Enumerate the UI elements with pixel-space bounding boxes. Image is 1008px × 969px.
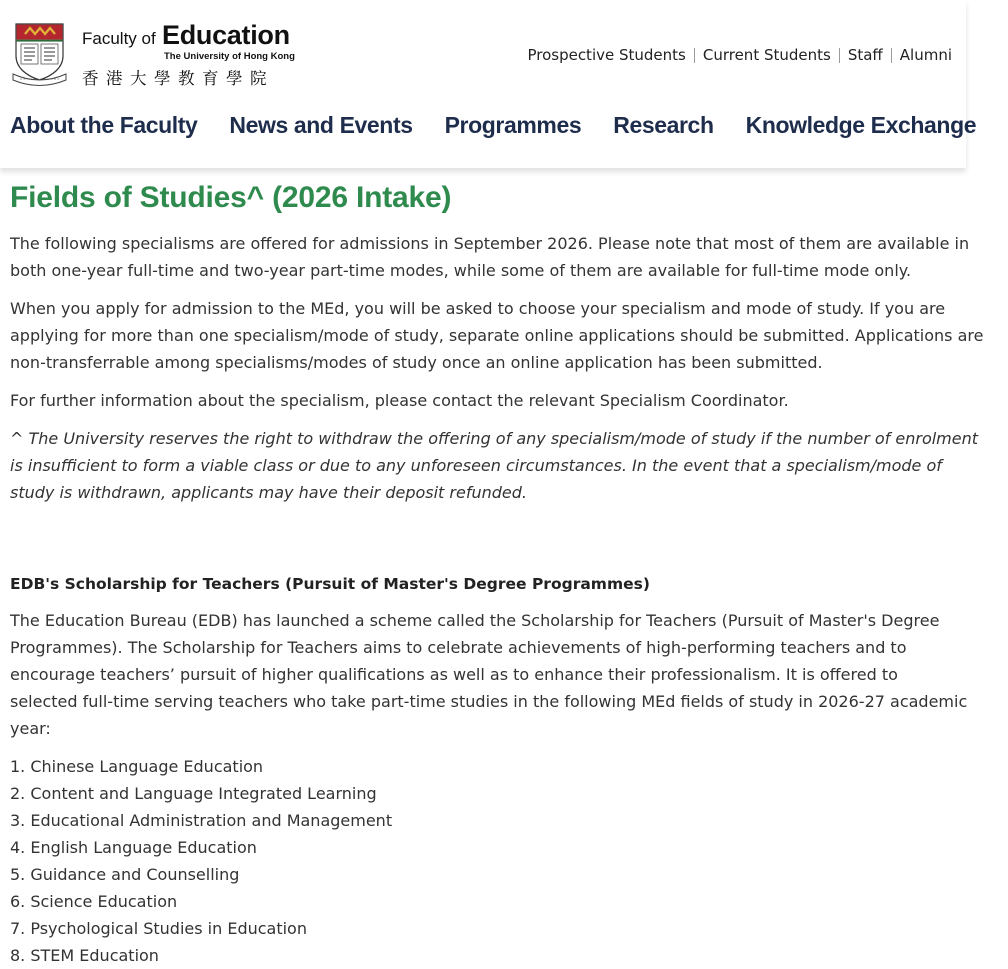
list-item: 3. Educational Administration and Management [10, 811, 393, 830]
brand-faculty-of: Faculty of [82, 29, 156, 48]
nav-research[interactable]: Research [613, 112, 714, 138]
list-item: 6. Science Education [10, 892, 178, 911]
list-item: 7. Psychological Studies in Education [10, 919, 307, 938]
intro-paragraph: The following specialisms are offered for admissions in September 2026. Please note that most of them are available in both one-year full-time and two-year part-time modes, while some of them are available for full-time mode only. [10, 234, 970, 280]
main-content [0, 168, 984, 969]
list-item: 5. Guidance and Counselling [10, 865, 240, 884]
application-paragraph: When you apply for admission to the MEd, you will be asked to choose your specialism and mode of study. If you are applying for more than one specialism/mode of study, separate online applications should be submitted. Applications are non-transferrable among specialisms/modes of study once an online application has been submitted. [10, 299, 984, 372]
faculty-brand[interactable] [82, 20, 297, 90]
section-spacer [10, 517, 956, 571]
brand-education: Education [162, 20, 290, 50]
hku-crest-icon[interactable] [12, 22, 67, 86]
nav-knowledge-exchange[interactable]: Knowledge Exchange [745, 112, 977, 138]
scholarship-heading: EDB's Scholarship for Teachers (Pursuit of Master's Degree Programmes) [10, 575, 650, 593]
page-title: Fields of Studies^ (2026 Intake) [10, 181, 452, 214]
site-header [0, 0, 977, 168]
utility-link-staff[interactable]: Staff [847, 46, 883, 64]
list-item: 2. Content and Language Integrated Learning [10, 784, 377, 803]
main-nav [10, 112, 1008, 139]
contact-paragraph: For further information about the specialism, please contact the relevant Specialism Coordinator. [10, 391, 789, 410]
list-item: 8. STEM Education [10, 946, 159, 965]
utility-link-prospective-students[interactable]: Prospective Students [527, 46, 686, 64]
list-item: 1. Chinese Language Education [10, 757, 264, 776]
nav-about-the-faculty[interactable]: About the Faculty [10, 112, 198, 138]
list-item: 4. English Language Education [10, 838, 257, 857]
nav-programmes[interactable]: Programmes [444, 112, 582, 138]
brand-chinese-name: 香港大學教育學院 [82, 69, 274, 88]
utility-link-current-students[interactable]: Current Students [702, 46, 831, 64]
utility-nav [519, 46, 960, 64]
withdrawal-note: ^ The University reserves the right to withdraw the offering of any specialism/mode of study if the number of enrolment is insufficient to form a viable class or due to any unforeseen circumstances. In the event that a specialism/mode of study is withdrawn, applicants may have their deposit refunded. [10, 429, 979, 502]
brand-university: The University of Hong Kong [164, 51, 295, 62]
utility-link-alumni[interactable]: Alumni [899, 46, 952, 64]
scholarship-paragraph: The Education Bureau (EDB) has launched a scheme called the Scholarship for Teachers (Pursuit of Master's Degree Programmes). The Scholarship for Teachers aims to celebrate achievements of high-performing teachers and to encourage teachers’ pursuit of higher qualifications as well as to enhance their professionalism. It is offered to selected full-time serving teachers who take part-time studies in the following MEd fields of study in 2026-27 academic year: [10, 611, 968, 738]
nav-news-and-events[interactable]: News and Events [229, 112, 413, 138]
scholarship-field-list [10, 753, 956, 969]
